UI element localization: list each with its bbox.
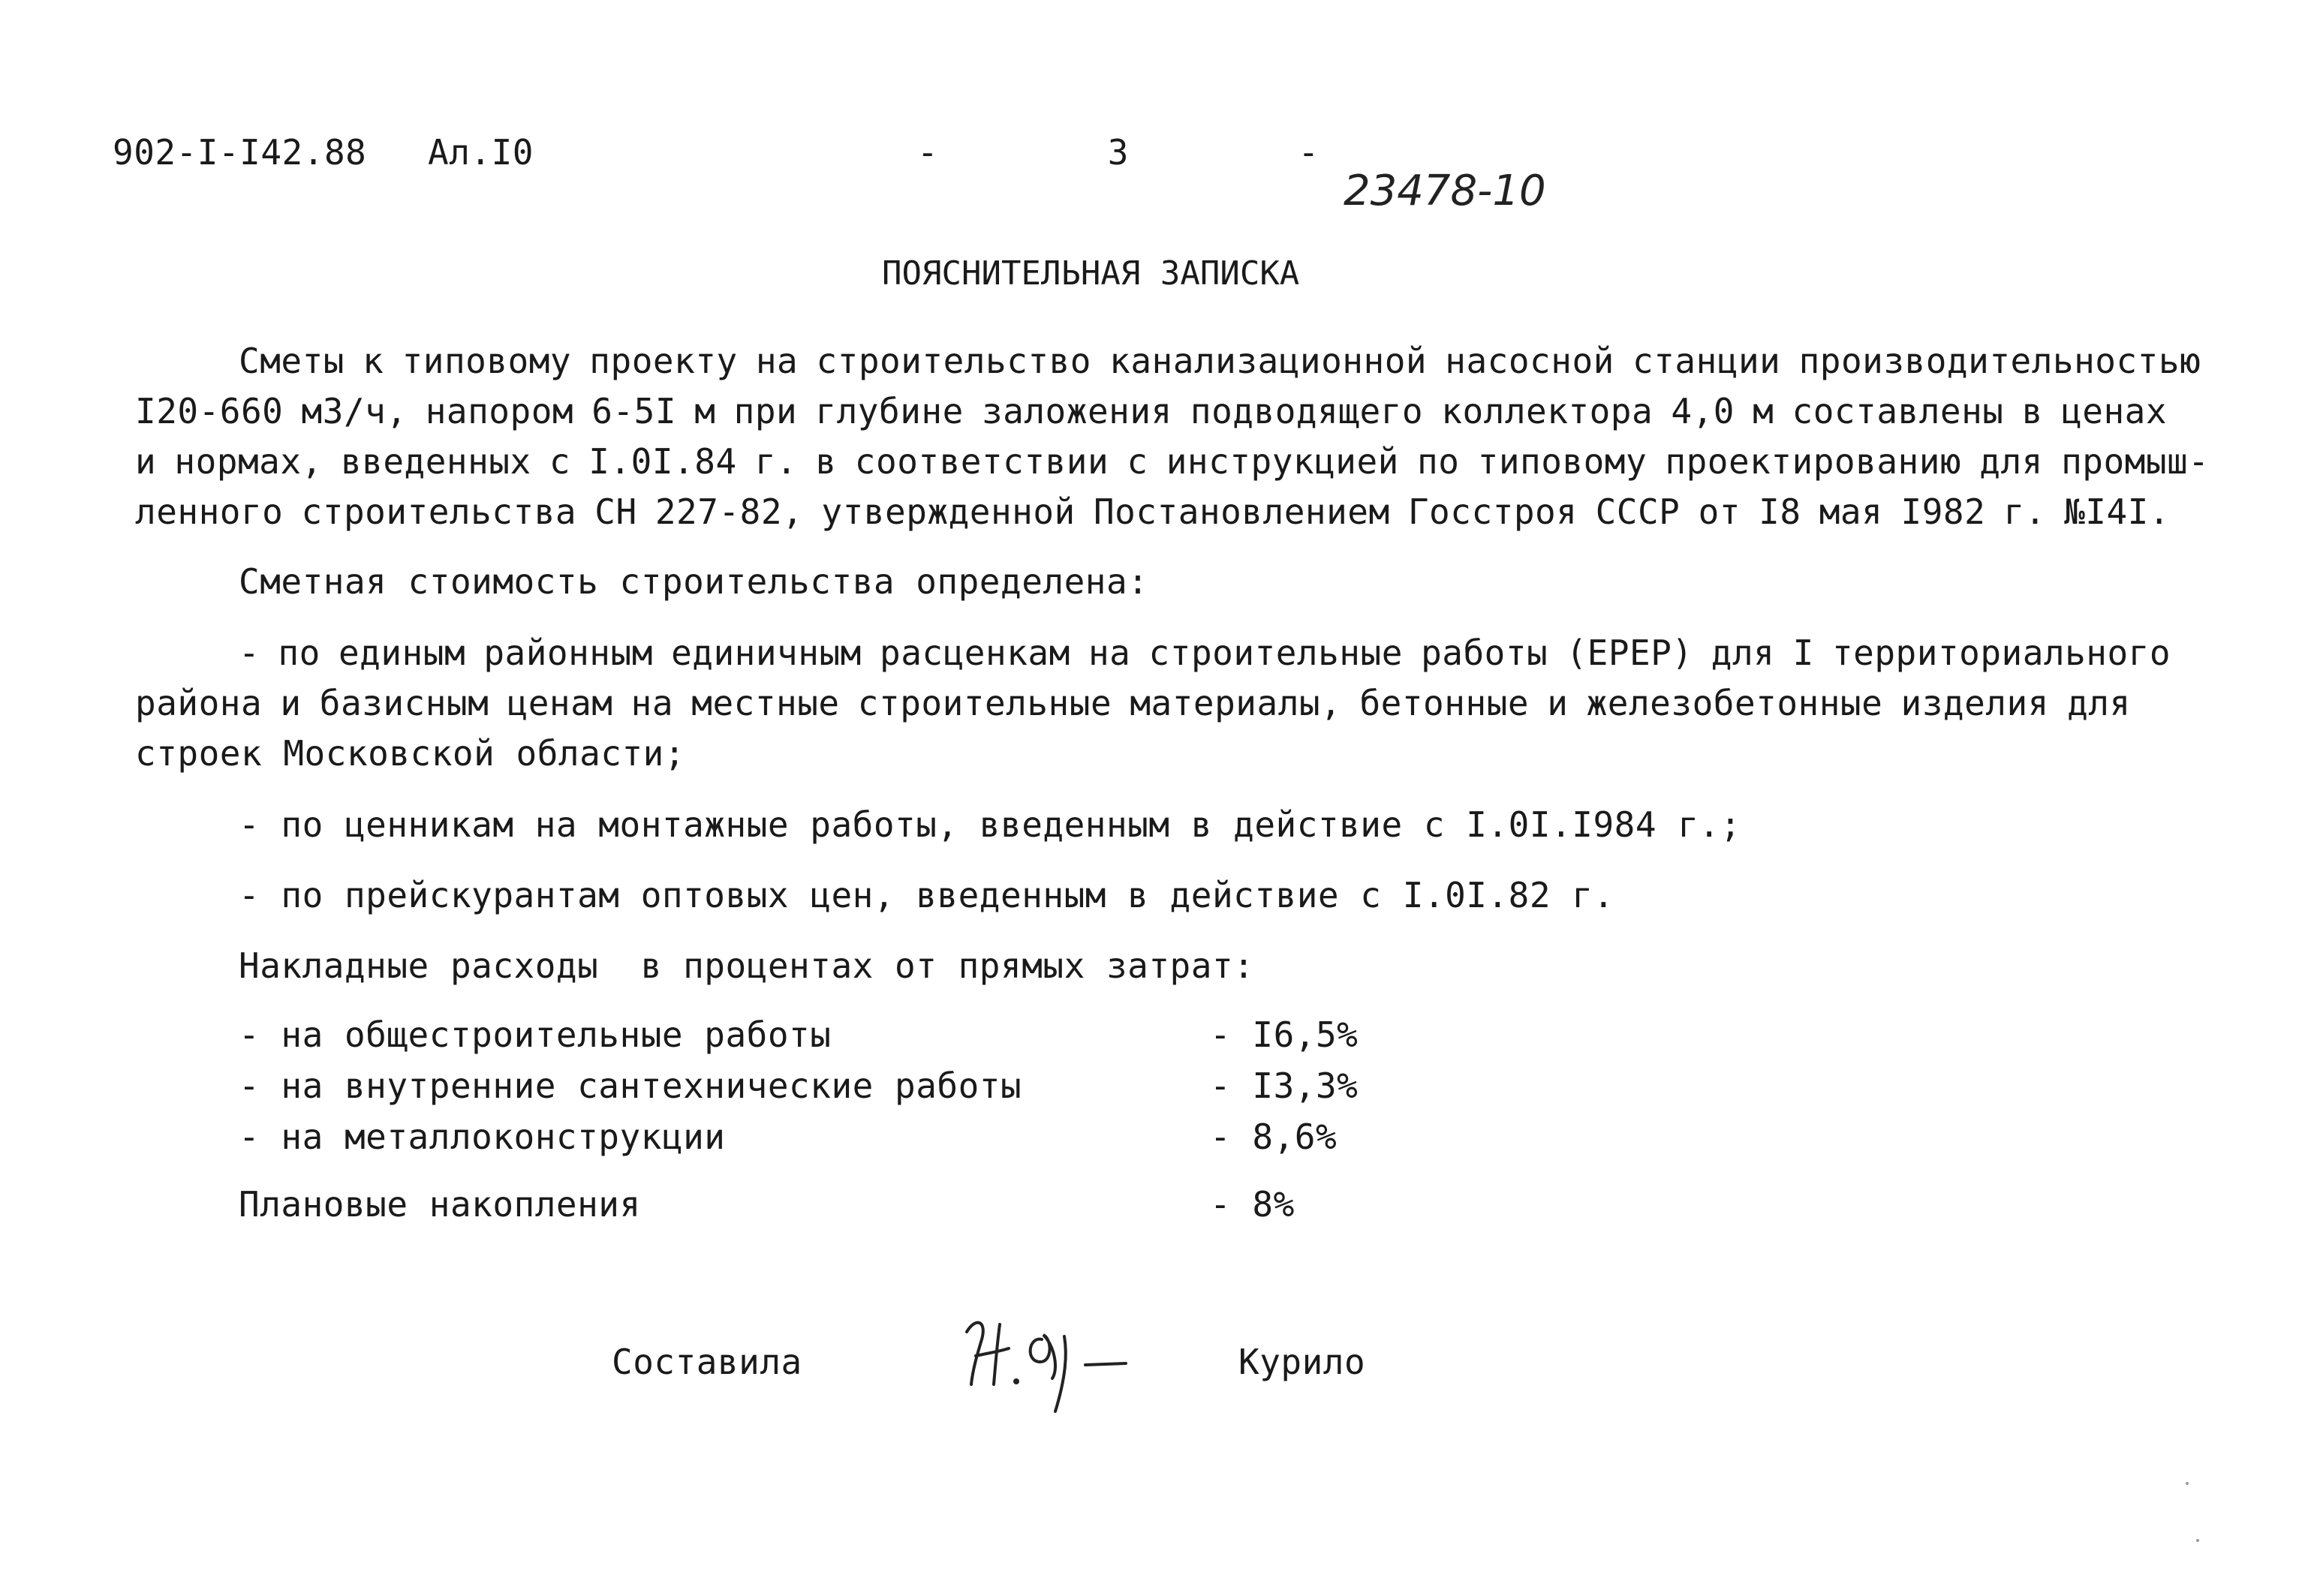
basis-item-2: - по ценникам на монтажные работы, введенным в действие с I.0I.I984 г.; xyxy=(239,804,1741,845)
overhead-item-value: - I3,3% xyxy=(1210,1066,1359,1106)
handwritten-signature xyxy=(953,1309,1133,1414)
intro-line-2: I20-660 м3/ч, напором 6-5I м при глубине заложения подводящего коллектора 4,0 м составлены в ценах xyxy=(135,391,2168,431)
overhead-item-label: - на металлоконструкции xyxy=(239,1117,726,1157)
overhead-item-value: - 8,6% xyxy=(1210,1117,1338,1157)
page-title: ПОЯСНИТЕЛЬНАЯ ЗАПИСКА xyxy=(882,254,1300,293)
overhead-item-label: - на общестроительные работы xyxy=(239,1014,832,1055)
basis-item-1-line-3: строек Московской области; xyxy=(135,733,686,774)
scan-speck xyxy=(2186,1482,2189,1485)
handwritten-number: 23478-10 xyxy=(1344,167,1546,215)
compiled-by-label: Составила xyxy=(612,1342,802,1382)
album-number: Ал.I0 xyxy=(428,132,534,173)
overhead-item-label: - на внутренние сантехнические работы xyxy=(239,1066,1022,1106)
basis-item-1-line-1: - по единым районным единичным расценкам на строительные работы (ЕРЕР) для I территориального xyxy=(239,633,2171,673)
planned-savings-value: - 8% xyxy=(1210,1184,1295,1225)
cost-heading: Сметная стоимость строительства определена: xyxy=(239,561,1149,602)
planned-savings-label: Плановые накопления xyxy=(239,1184,641,1225)
page-number: - 3 - xyxy=(917,132,1320,173)
overhead-heading: Накладные расходы в процентах от прямых затрат: xyxy=(239,945,1255,986)
basis-item-1-line-2: района и базисным ценам на местные строительные материалы, бетонные и железобетонные изделия для xyxy=(135,683,2131,723)
intro-line-3: и нормах, введенных с I.0I.84 г. в соответствии с инструкцией по типовому проектированию для промыш- xyxy=(135,441,2210,482)
scan-speck xyxy=(2196,1539,2199,1542)
doc-code: 902-I-I42.88 xyxy=(113,132,367,173)
compiler-name: Курило xyxy=(1238,1342,1366,1382)
basis-item-3: - по прейскурантам оптовых цен, введенным в действие с I.0I.82 г. xyxy=(239,875,1614,915)
intro-line-1: Сметы к типовому проекту на строительство канализационной насосной станции производительностью xyxy=(239,341,2201,381)
overhead-item-value: - I6,5% xyxy=(1210,1014,1359,1055)
intro-line-4: ленного строительства СН 227-82, утвержденной Постановлением Госстроя СССР от I8 мая I982 г. №I4I. xyxy=(135,491,2171,532)
